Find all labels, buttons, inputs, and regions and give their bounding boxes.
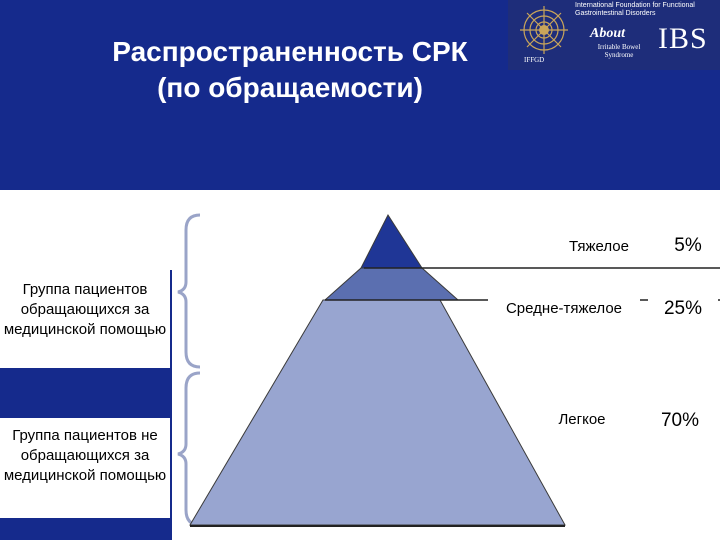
- ibs-logo: [508, 0, 720, 70]
- brace-not-seeking: [178, 373, 200, 525]
- level-label-moderate: Средне-тяжелое: [488, 295, 640, 323]
- flower-icon: [516, 4, 572, 56]
- group-seeking-care: Группа пациентов обращающихся за медицинской помощью: [0, 270, 170, 368]
- level-percent-moderate: 25%: [648, 295, 718, 323]
- logo-ibs: IBS: [658, 22, 708, 55]
- brace-seeking: [178, 215, 200, 367]
- pyramid-layer-moderate: [325, 268, 458, 300]
- slide-subtitle: (по обращаемости): [157, 72, 423, 103]
- logo-about: About: [590, 26, 626, 41]
- group-not-seeking-care: Группа пациентов не обращающихся за медицинской помощью: [0, 418, 170, 518]
- level-label-severe: Тяжелое: [557, 234, 641, 260]
- level-percent-severe: 5%: [660, 233, 716, 259]
- logo-sub: Irritable Bowel Syndrome: [597, 43, 641, 59]
- logo-org: IFFGD: [524, 56, 545, 64]
- pyramid-layer-mild: [190, 300, 565, 525]
- slide-title: Распространенность СРК: [112, 36, 468, 67]
- level-percent-mild: 70%: [660, 410, 700, 431]
- pyramid-layer-severe: [361, 215, 422, 268]
- logo-caption: International Foundation for Functional Gastrointestinal Disorders: [575, 2, 695, 17]
- level-label-mild: Легкое: [536, 404, 628, 436]
